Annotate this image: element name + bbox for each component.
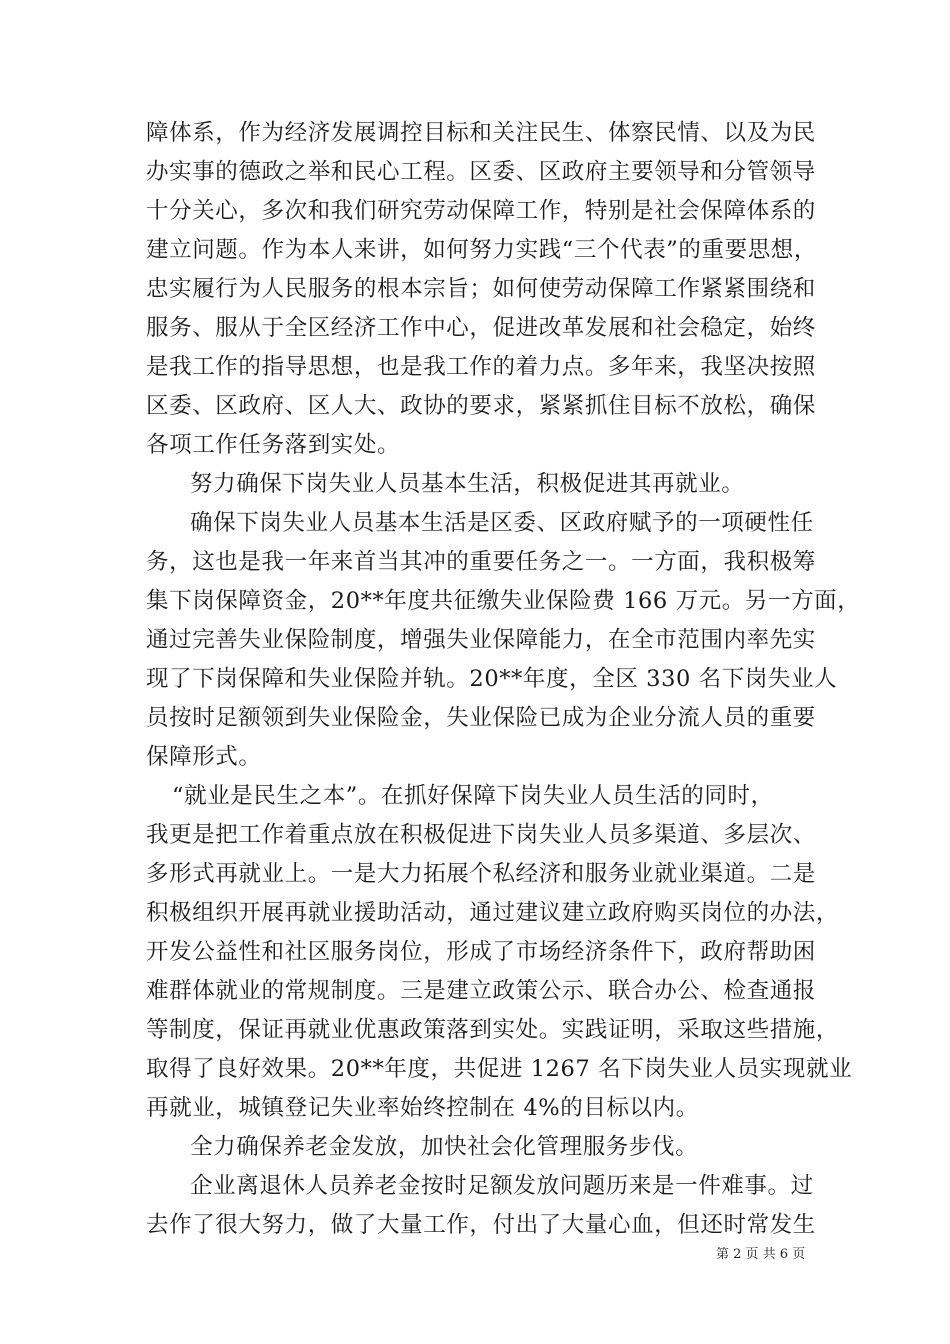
text-line: 等制度，保证再就业优惠政策落到实处。实践证明，采取这些措施， [146,1017,840,1043]
text-line: 建立问题。作为本人来讲，如何努力实践“三个代表”的重要思想， [146,237,818,263]
text-line: 通过完善失业保险制度，增强失业保障能力，在全市范围内率先实 [146,627,816,653]
text-line: 取得了良好效果。20**年度，共促进 1267 名下岗失业人员实现就业 [146,1056,853,1082]
text-line: “就业是民生之本”。在抓好保障下岗失业人员生活的同时， [172,783,774,809]
text-line: 务，这也是我一年来首当其冲的重要任务之一。一方面，我积极筹 [146,549,816,575]
page-number: 第 2 页 共 6 页 [716,1247,806,1262]
section-heading: 努力确保下岗失业人员基本生活，积极促进其再就业。 [190,471,745,497]
text-line: 各项工作任务落到实处。 [146,432,401,458]
text-line: 开发公益性和社区服务岗位，形成了市场经济条件下，政府帮助困 [146,939,816,965]
text-line: 十分关心，多次和我们研究劳动保障工作，特别是社会保障体系的 [146,198,816,224]
text-line: 员按时足额领到失业保险金，失业保险已成为企业分流人员的重要 [146,705,816,731]
text-line: 企业离退休人员养老金按时足额发放问题历来是一件难事。过 [190,1173,814,1199]
text-line: 忠实履行为人民服务的根本宗旨；如何使劳动保障工作紧紧围绕和 [146,276,816,302]
text-line: 现了下岗保障和失业保险并轨。20**年度，全区 330 名下岗失业人 [146,666,838,692]
text-line: 我更是把工作着重点放在积极促进下岗失业人员多渠道、多层次、 [146,822,816,848]
text-line: 难群体就业的常规制度。三是建立政策公示、联合办公、检查通报 [146,978,816,1004]
text-line: 障体系，作为经济发展调控目标和关注民生、体察民情、以及为民 [146,120,816,146]
section-heading: 全力确保养老金发放，加快社会化管理服务步伐。 [190,1134,699,1160]
text-line: 去作了很大努力，做了大量工作，付出了大量心血，但还时常发生 [146,1212,816,1238]
text-line: 办实事的德政之举和民心工程。区委、区政府主要领导和分管领导 [146,159,816,185]
text-line: 积极组织开展再就业援助活动，通过建议建立政府购买岗位的办法， [146,900,840,926]
text-line: 集下岗保障资金，20**年度共征缴失业保险费 166 万元。另一方面， [146,588,861,614]
text-line: 确保下岗失业人员基本生活是区委、区政府赋予的一项硬性任 [190,510,814,536]
text-line: 保障形式。 [146,744,262,770]
text-line: 多形式再就业上。一是大力拓展个私经济和服务业就业渠道。二是 [146,861,816,887]
text-line: 是我工作的指导思想，也是我工作的着力点。多年来，我坚决按照 [146,354,816,380]
text-line: 再就业，城镇登记失业率始终控制在 4%的目标以内。 [146,1095,699,1121]
text-line: 服务、服从于全区经济工作中心，促进改革发展和社会稳定，始终 [146,315,816,341]
text-line: 区委、区政府、区人大、政协的要求，紧紧抓住目标不放松，确保 [146,393,816,419]
